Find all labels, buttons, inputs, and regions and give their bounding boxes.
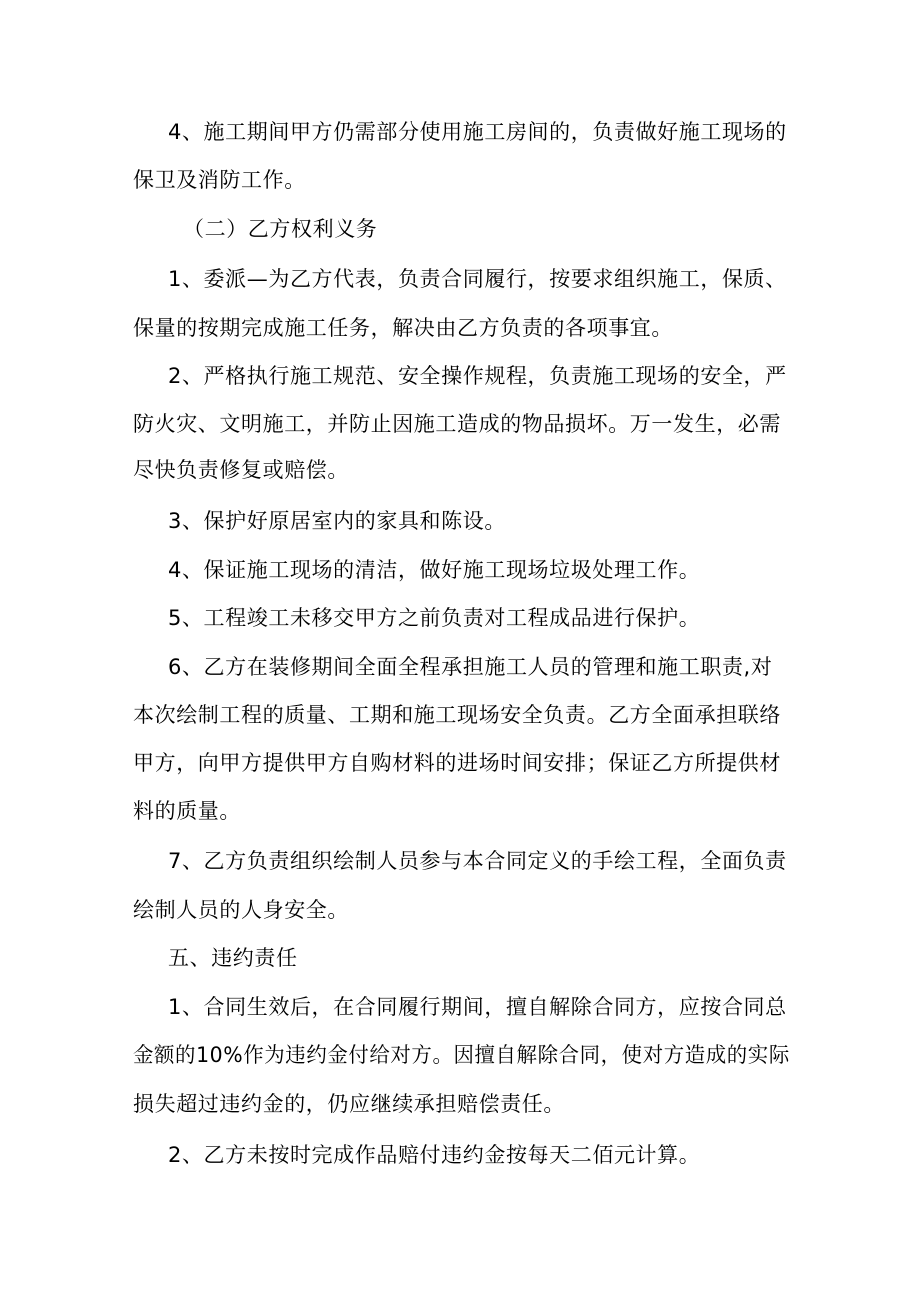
paragraph-line: 金额的10%作为违约金付给对方。因擅自解除合同，使对方造成的实际	[133, 1043, 790, 1067]
paragraph-line: 绘制人员的人身安全。	[133, 898, 349, 922]
paragraph-line: 2、乙方未按时完成作品赔付违约金按每天二佰元计算。	[168, 1143, 701, 1167]
paragraph-line: 2、严格执行施工规范、安全操作规程，负责施工现场的安全，严	[168, 364, 787, 388]
paragraph-line: 1、委派—为乙方代表，负责合同履行，按要求组织施工，保质、	[168, 267, 787, 291]
paragraph-line: 保量的按期完成施工任务，解决由乙方负责的各项事宜。	[133, 316, 673, 340]
paragraph-line: 1、合同生效后，在合同履行期间，擅自解除合同方，应按合同总	[168, 995, 787, 1019]
paragraph-line: 7、乙方负责组织绘制人员参与本合同定义的手绘工程，全面负责	[168, 849, 787, 873]
paragraph-line: 3、保护好原居室内的家具和陈设。	[168, 509, 506, 533]
paragraph-line: 尽快负责修复或赔偿。	[133, 458, 349, 482]
paragraph-line: 料的质量。	[133, 799, 241, 823]
paragraph-line: 损失超过违约金的，仍应继续承担赔偿责任。	[133, 1092, 565, 1116]
paragraph-line: 4、保证施工现场的清洁，做好施工现场垃圾处理工作。	[168, 558, 701, 582]
paragraph-line: 5、工程竣工未移交甲方之前负责对工程成品进行保护。	[168, 606, 701, 630]
paragraph-line: 甲方，向甲方提供甲方自购材料的进场时间安排；保证乙方所提供材	[133, 751, 781, 775]
paragraph-line: 本次绘制工程的质量、工期和施工现场安全负责。乙方全面承担联络	[133, 703, 781, 727]
section-heading: （二）乙方权利义务	[183, 217, 378, 241]
paragraph-line: 保卫及消防工作。	[133, 168, 306, 192]
paragraph-line: 防火灾、文明施工，并防止因施工造成的物品损坏。万一发生，必需	[133, 412, 781, 436]
paragraph-line: 6、乙方在装修期间全面全程承担施工人员的管理和施工职责,对	[168, 655, 773, 679]
section-heading: 五、违约责任	[168, 946, 298, 970]
paragraph-line: 4、施工期间甲方仍需部分使用施工房间的，负责做好施工现场的	[168, 120, 787, 144]
